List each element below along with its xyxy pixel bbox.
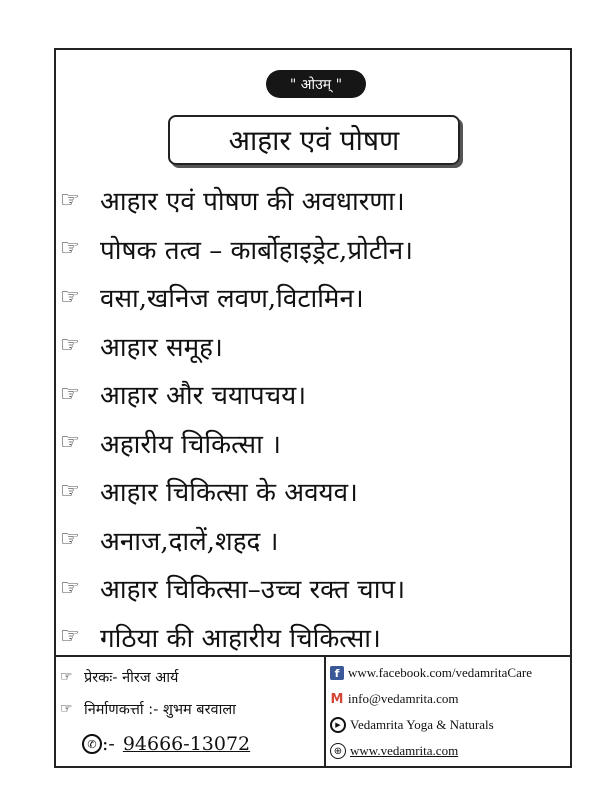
list-item-text: आहार एवं पोषण की अवधारणा। [100,187,405,218]
footer-divider [324,657,326,768]
list-item [60,419,560,468]
list-item-text: आहार और चयापचय। [100,381,307,412]
website-line [330,743,458,759]
email-line [330,691,459,707]
creator-text: निर्माणकर्त्ता :- शुभम बरवाला [84,702,236,718]
gmail-icon: M [330,691,344,707]
phone-line [82,733,250,755]
phone-prefix: :- [102,733,115,755]
email-link[interactable]: info@vedamrita.com [348,691,459,706]
youtube-line [330,717,494,733]
list-item [60,225,560,274]
list-item-text: वसा,खनिज लवण,विटामिन। [100,284,364,315]
pointing-hand-icon: ☞ [60,701,73,717]
list-item [60,273,560,322]
inspirer-text: प्रेरकः- नीरज आर्य [84,670,179,686]
youtube-play-icon: ▶ [330,717,346,733]
pointing-hand-icon: ☞ [60,669,73,685]
credits-section [56,657,324,768]
pointing-hand-icon: ☞ [60,284,80,310]
list-item [60,176,560,225]
pointing-hand-icon: ☞ [60,333,80,359]
list-item [60,370,560,419]
facebook-line [330,665,532,681]
pointing-hand-icon: ☞ [60,624,80,650]
inspirer-line [60,667,178,687]
list-item-text: पोषक तत्व – कार्बोहाइड्रेट,प्रोटीन। [100,235,413,266]
pointing-hand-icon: ☞ [60,575,80,601]
list-item-text: आहार चिकित्सा के अवयव। [100,478,358,509]
pointing-hand-icon: ☞ [60,430,80,456]
contact-section [328,657,570,768]
page-title: आहार एवं पोषण [168,115,460,165]
list-item-text: अहारीय चिकित्सा । [100,429,281,460]
pointing-hand-icon: ☞ [60,478,80,504]
footer [56,655,570,766]
topic-list [60,176,560,661]
list-item-text: अनाज,दालें,शहद । [100,526,279,557]
facebook-link[interactable]: www.facebook.com/vedamritaCare [348,665,532,680]
phone-number[interactable]: 94666-13072 [122,733,251,755]
whatsapp-icon: ✆ [82,734,102,754]
youtube-channel[interactable]: Vedamrita Yoga & Naturals [350,717,494,732]
list-item-text: आहार चिकित्सा–उच्च रक्त चाप। [100,575,406,606]
om-badge: " ओउम् " [266,70,366,98]
pointing-hand-icon: ☞ [60,236,80,262]
list-item [60,613,560,662]
pointing-hand-icon: ☞ [60,381,80,407]
pointing-hand-icon: ☞ [60,527,80,553]
list-item [60,467,560,516]
list-item [60,322,560,371]
pointing-hand-icon: ☞ [60,187,80,213]
list-item-text: आहार समूह। [100,332,223,363]
creator-line [60,699,236,719]
list-item [60,516,560,565]
facebook-icon: f [330,666,344,680]
website-link[interactable]: www.vedamrita.com [350,743,459,758]
globe-icon: ⊕ [330,743,346,759]
list-item [60,564,560,613]
list-item-text: गठिया की आहारीय चिकित्सा। [100,623,381,654]
